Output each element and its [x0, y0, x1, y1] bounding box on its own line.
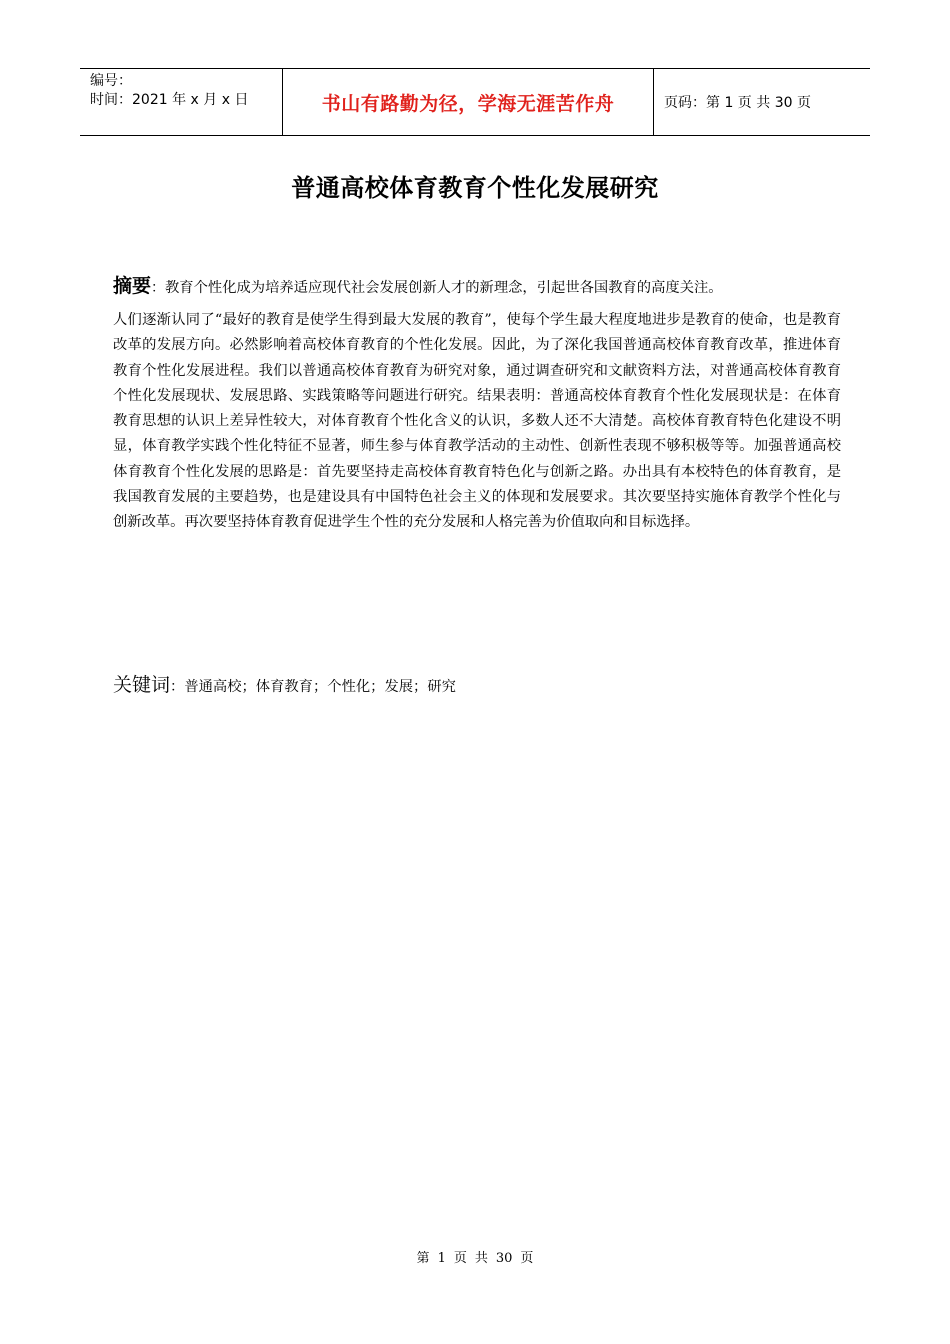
keywords-section	[113, 670, 456, 702]
header-meta-cell	[80, 69, 282, 135]
footer-total-word: 共	[474, 1251, 488, 1266]
document-title: 普通高校体育教育个性化发展研究	[291, 174, 659, 202]
abstract-label: 摘要	[113, 275, 152, 297]
page-footer	[0, 1247, 950, 1266]
footer-page-number: 1	[437, 1251, 446, 1266]
footer-total-unit: 页	[520, 1251, 534, 1266]
header-motto-cell	[282, 69, 654, 135]
header-motto: 书山有路勤为径，学海无涯苦作舟	[321, 92, 615, 115]
header-page-info: 页码：第 1 页 共 30 页	[664, 95, 811, 111]
page-header-table	[80, 68, 870, 136]
footer-page-word: 第	[416, 1251, 430, 1266]
document-code-label: 编号：	[90, 73, 132, 89]
abstract-section	[113, 270, 841, 536]
keywords-colon: ：	[170, 679, 185, 695]
abstract-colon: ：	[151, 280, 166, 296]
abstract-heading-line	[113, 270, 841, 308]
abstract-body: 人们逐渐认同了“最好的教育是使学生得到最大发展的教育”，使每个学生最大程度地进步是教育的使命，也是教育改革的发展方向。必然影响着高校体育教育的个性化发展。因此，为了深化我国普通高校体育教育改革，推进体育教育个性化发展进程。我们以普通高校体育教育为研究对象，通过调查研究和文献资料方法，对普通高校体育教育个性化发展现状、发展思路、实践策略等问题进行研究。结果表明：普通高校体育教育个性化发展现状是：在体育教育思想的认识上差异性较大，对体育教育个性化含义的认识，多数人还不大清楚。高校体育教育特色化建设不明显，体育教学实践个性化特征不显著，师生参与体育教学活动的主动性、创新性表现不够积极等等。加强普通高校体育教育个性化发展的思路是：首先要坚持走高校体育教育特色化与创新之路。办出具有本校特色的体育教育，是我国教育发展的主要趋势，也是建设具有中国特色社会主义的体现和发展要求。其次要坚持实施体育教学个性化与创新改革。再次要坚持体育教育促进学生个性的充分发展和人格完善为价值取向和目标选择。	[113, 312, 841, 531]
abstract-first-line: 教育个性化成为培养适应现代社会发展创新人才的新理念，引起世各国教育的高度关注。	[165, 280, 723, 296]
footer-total-number: 30	[495, 1251, 513, 1266]
document-date: 时间：2021 年 x 月 x 日	[90, 92, 249, 108]
keywords-list: 普通高校；体育教育；个性化；发展；研究	[184, 679, 456, 695]
header-page-cell	[654, 69, 870, 135]
footer-page-unit: 页	[453, 1251, 467, 1266]
keywords-label: 关键词	[113, 674, 171, 696]
